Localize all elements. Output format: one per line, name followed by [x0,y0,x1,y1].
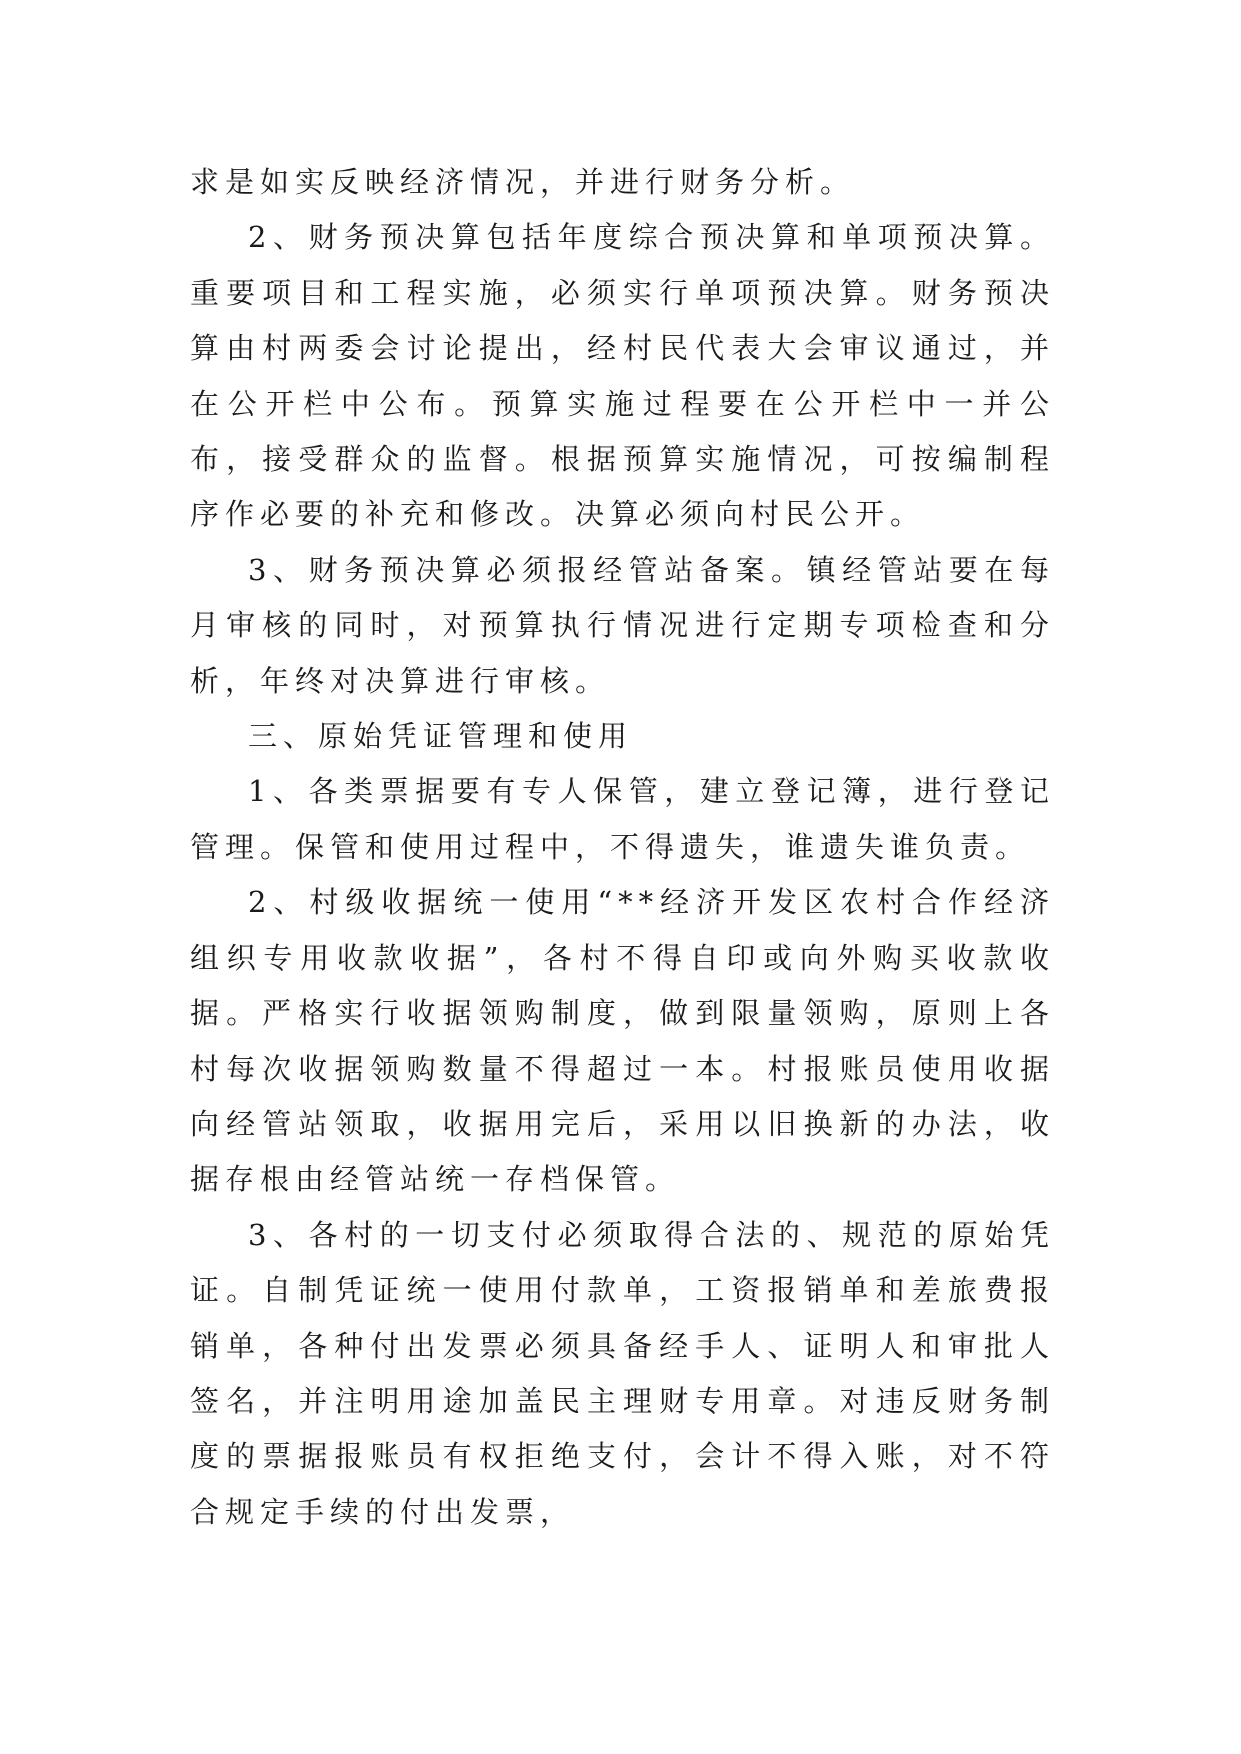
paragraph-budget-scope: 2、财务预决算包括年度综合预决算和单项预决算。重要项目和工程实施，必须实行单项预决算。财务预决算由村两委会讨论提出，经村民代表大会审议通过，并在公开栏中公布。预算实施过程要在公开栏中一并公布，接受群众的监督。根据预算实施情况，可按编制程序作必要的补充和修改。决算必须向村民公开。 [190,220,1055,532]
paragraph-receipt-custody: 1、各类票据要有专人保管，建立登记簿，进行登记管理。保管和使用过程中，不得遗失，谁遗失谁负责。 [190,774,1055,864]
paragraph-continuation: 求是如实反映经济情况，并进行财务分析。 [190,165,856,199]
document-body [190,155,1055,1540]
paragraph-receipt-usage: 2、村级收据统一使用“**经济开发区农村合作经济组织专用收款收据”，各村不得自印或向外购买收款收据。严格实行收据领购制度，做到限量领购，原则上各村每次收据领购数量不得超过一本。村报账员使用收据向经管站领取，收据用完后，采用以旧换新的办法，收据存根由经管站统一存档保管。 [190,885,1055,1197]
section-heading-original-vouchers: 三、原始凭证管理和使用 [248,719,634,754]
paragraph-payment-vouchers: 3、各村的一切支付必须取得合法的、规范的原始凭证。自制凭证统一使用付款单，工资报销单和差旅费报销单，各种付出发票必须具备经手人、证明人和审批人签名，并注明用途加盖民主理财专用章。对违反财务制度的票据报账员有权拒绝支付，会计不得入账，对不符合规定手续的付出发票， [190,1217,1055,1529]
paragraph-budget-filing: 3、财务预决算必须报经管站备案。镇经管站要在每月审核的同时，对预算执行情况进行定期专项检查和分析，年终对决算进行审核。 [190,552,1055,698]
